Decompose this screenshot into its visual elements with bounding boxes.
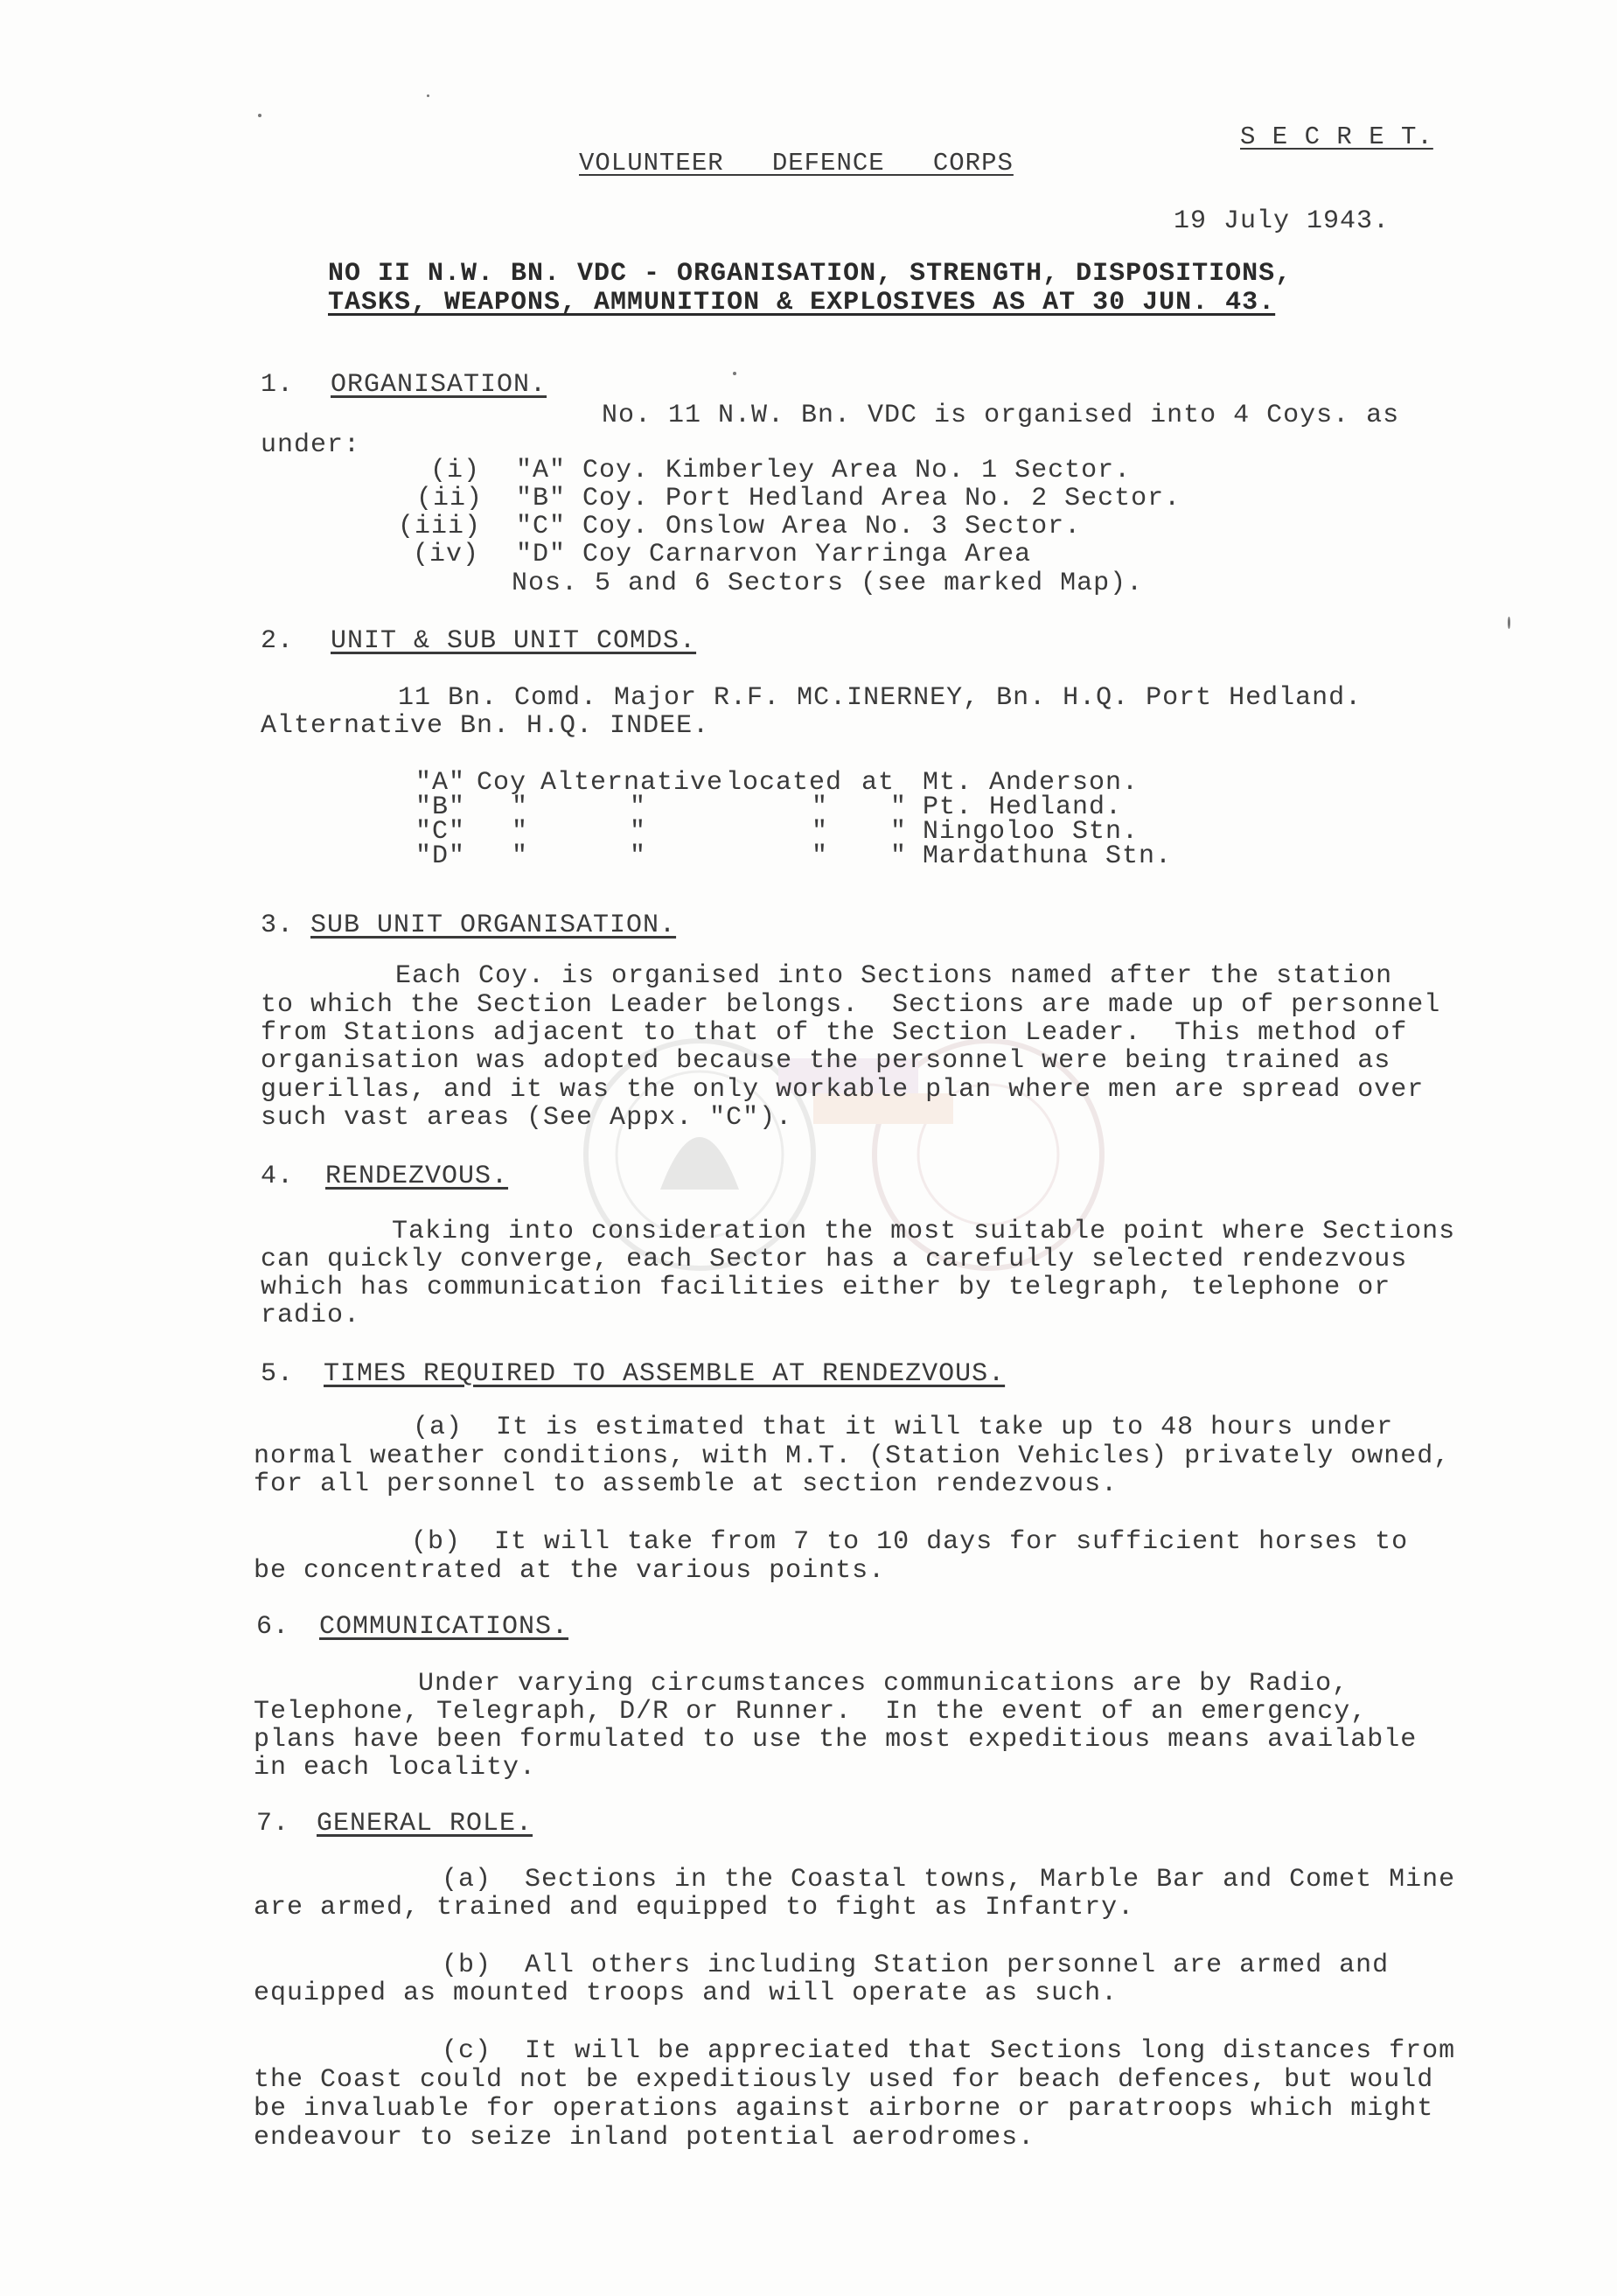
- section-title: SUB UNIT ORGANISATION.: [310, 911, 677, 940]
- paragraph-line: Telephone, Telegraph, D/R or Runner. In the event of an emergency,: [254, 1697, 1368, 1727]
- paper-speck: [733, 372, 736, 375]
- paragraph-line: Under varying circumstances communications are by Radio,: [418, 1669, 1349, 1699]
- paper-speck: [1508, 617, 1510, 629]
- paragraph-line: (a) It is estimated that it will take up to 48 hours under: [413, 1413, 1394, 1442]
- list-item: "C" Coy. Onslow Area No. 3 Sector.: [516, 512, 1082, 541]
- coy-cell: ": [812, 792, 829, 822]
- paragraph-line: in each locality.: [254, 1753, 537, 1783]
- roman-marker: (ii): [416, 484, 484, 513]
- paragraph-line: (b) It will take from 7 to 10 days for sufficient horses to: [411, 1527, 1409, 1557]
- section-number: 2.: [261, 626, 295, 656]
- coy-place: Mt. Anderson.: [923, 768, 1140, 798]
- list-item-continuation: Nos. 5 and 6 Sectors (see marked Map).: [512, 569, 1144, 598]
- section-text: No. 11 N.W. Bn. VDC is organised into 4 Coys. as: [602, 401, 1400, 430]
- coy-cell: ": [890, 817, 908, 847]
- roman-marker: (i): [430, 456, 481, 485]
- coy-cell: ": [512, 817, 529, 847]
- subject-line-1: NO II N.W. BN. VDC - ORGANISATION, STRENGTH, DISPOSITIONS,: [328, 259, 1293, 289]
- paragraph-line: (b) All others including Station personnel are armed and: [442, 1951, 1390, 1980]
- document-heading: VOLUNTEER DEFENCE CORPS: [579, 149, 1014, 178]
- paragraph-line: be invaluable for operations against airborne or paratroops which might: [254, 2094, 1434, 2124]
- coy-label: "C": [415, 817, 466, 847]
- paragraph-line: Each Coy. is organised into Sections named after the station: [395, 961, 1393, 991]
- paragraph-line: to which the Section Leader belongs. Sections are made up of personnel: [261, 990, 1441, 1020]
- paragraph-line: guerillas, and it was the only workable plan where men are spread over: [261, 1075, 1425, 1105]
- paragraph-line: (a) Sections in the Coastal towns, Marble Bar and Comet Mine: [442, 1865, 1456, 1895]
- paragraph-line: be concentrated at the various points.: [254, 1556, 886, 1586]
- paragraph-line: equipped as mounted troops and will operate as such.: [254, 1978, 1119, 2008]
- section-title: UNIT & SUB UNIT COMDS.: [331, 626, 697, 656]
- paragraph-line: which has communication facilities either by telegraph, telephone or: [261, 1273, 1391, 1302]
- paragraph-line: (c) It will be appreciated that Sections long distances from: [442, 2036, 1456, 2066]
- coy-cell: ": [512, 792, 529, 822]
- paragraph-line: the Coast could not be expeditiously used for beach defences, but would: [254, 2065, 1434, 2095]
- section-number: 1.: [261, 370, 295, 400]
- roman-marker: (iv): [413, 540, 480, 569]
- coy-cell: located: [726, 768, 843, 798]
- section-title: TIMES REQUIRED TO ASSEMBLE AT RENDEZVOUS.: [324, 1359, 1006, 1389]
- subject-line-2: TASKS, WEAPONS, AMMUNITION & EXPLOSIVES AS AT 30 JUN. 43.: [328, 288, 1276, 318]
- section-number: 5.: [261, 1359, 295, 1389]
- section-text: Alternative Bn. H.Q. INDEE.: [261, 711, 710, 741]
- coy-label: "B": [415, 792, 466, 822]
- coy-cell: ": [630, 817, 647, 847]
- section-number: 6.: [256, 1612, 290, 1642]
- coy-place: Ningoloo Stn.: [923, 817, 1140, 847]
- paragraph-line: organisation was adopted because the personnel were being trained as: [261, 1046, 1391, 1076]
- coy-cell: Alternative: [540, 768, 724, 798]
- section-number: 3.: [261, 911, 295, 940]
- paragraph-line: such vast areas (See Appx. "C").: [261, 1103, 793, 1133]
- coy-place: Pt. Hedland.: [923, 792, 1123, 822]
- paper-speck: [427, 94, 429, 97]
- coy-label: "D": [415, 841, 466, 871]
- coy-place: Mardathuna Stn.: [923, 841, 1173, 871]
- coy-cell: at: [861, 768, 896, 798]
- coy-cell: ": [890, 792, 908, 822]
- list-item: "B" Coy. Port Hedland Area No. 2 Sector.: [516, 484, 1181, 513]
- section-text: under:: [261, 430, 361, 460]
- section-number: 4.: [261, 1162, 295, 1191]
- coy-cell: ": [812, 841, 829, 871]
- paragraph-line: endeavour to seize inland potential aerodromes.: [254, 2123, 1035, 2153]
- coy-cell: ": [890, 841, 908, 871]
- section-text: 11 Bn. Comd. Major R.F. MC.INERNEY, Bn. H.Q. Port Hedland.: [398, 683, 1363, 713]
- coy-cell: ": [630, 841, 647, 871]
- coy-cell: Coy: [477, 768, 527, 798]
- section-number: 7.: [256, 1809, 290, 1839]
- paragraph-line: for all personnel to assemble at section rendezvous.: [254, 1469, 1119, 1499]
- coy-cell: ": [630, 792, 647, 822]
- paragraph-line: from Stations adjacent to that of the Section Leader. This method of: [261, 1018, 1408, 1048]
- coy-cell: ": [512, 841, 529, 871]
- section-title: COMMUNICATIONS.: [319, 1612, 569, 1642]
- classification-mark: S E C R E T.: [1240, 122, 1433, 151]
- list-item: "D" Coy Carnarvon Yarringa Area: [516, 540, 1032, 569]
- paragraph-line: plans have been formulated to use the most expeditious means available: [254, 1725, 1418, 1755]
- list-item: "A" Coy. Kimberley Area No. 1 Sector.: [516, 456, 1132, 485]
- coy-label: "A": [415, 768, 466, 798]
- document-date: 19 July 1943.: [1174, 206, 1390, 236]
- coy-cell: ": [812, 817, 829, 847]
- section-title: RENDEZVOUS.: [325, 1162, 509, 1191]
- section-title: GENERAL ROLE.: [317, 1809, 533, 1839]
- paragraph-line: radio.: [261, 1301, 361, 1330]
- roman-marker: (iii): [398, 512, 482, 541]
- paragraph-line: are armed, trained and equipped to fight as Infantry.: [254, 1893, 1135, 1923]
- paragraph-line: can quickly converge, each Sector has a carefully selected rendezvous: [261, 1245, 1408, 1274]
- paper-speck: [258, 114, 261, 117]
- section-title: ORGANISATION.: [331, 370, 547, 400]
- paragraph-line: normal weather conditions, with M.T. (Station Vehicles) privately owned,: [254, 1441, 1451, 1471]
- paragraph-line: Taking into consideration the most suitable point where Sections: [392, 1217, 1456, 1246]
